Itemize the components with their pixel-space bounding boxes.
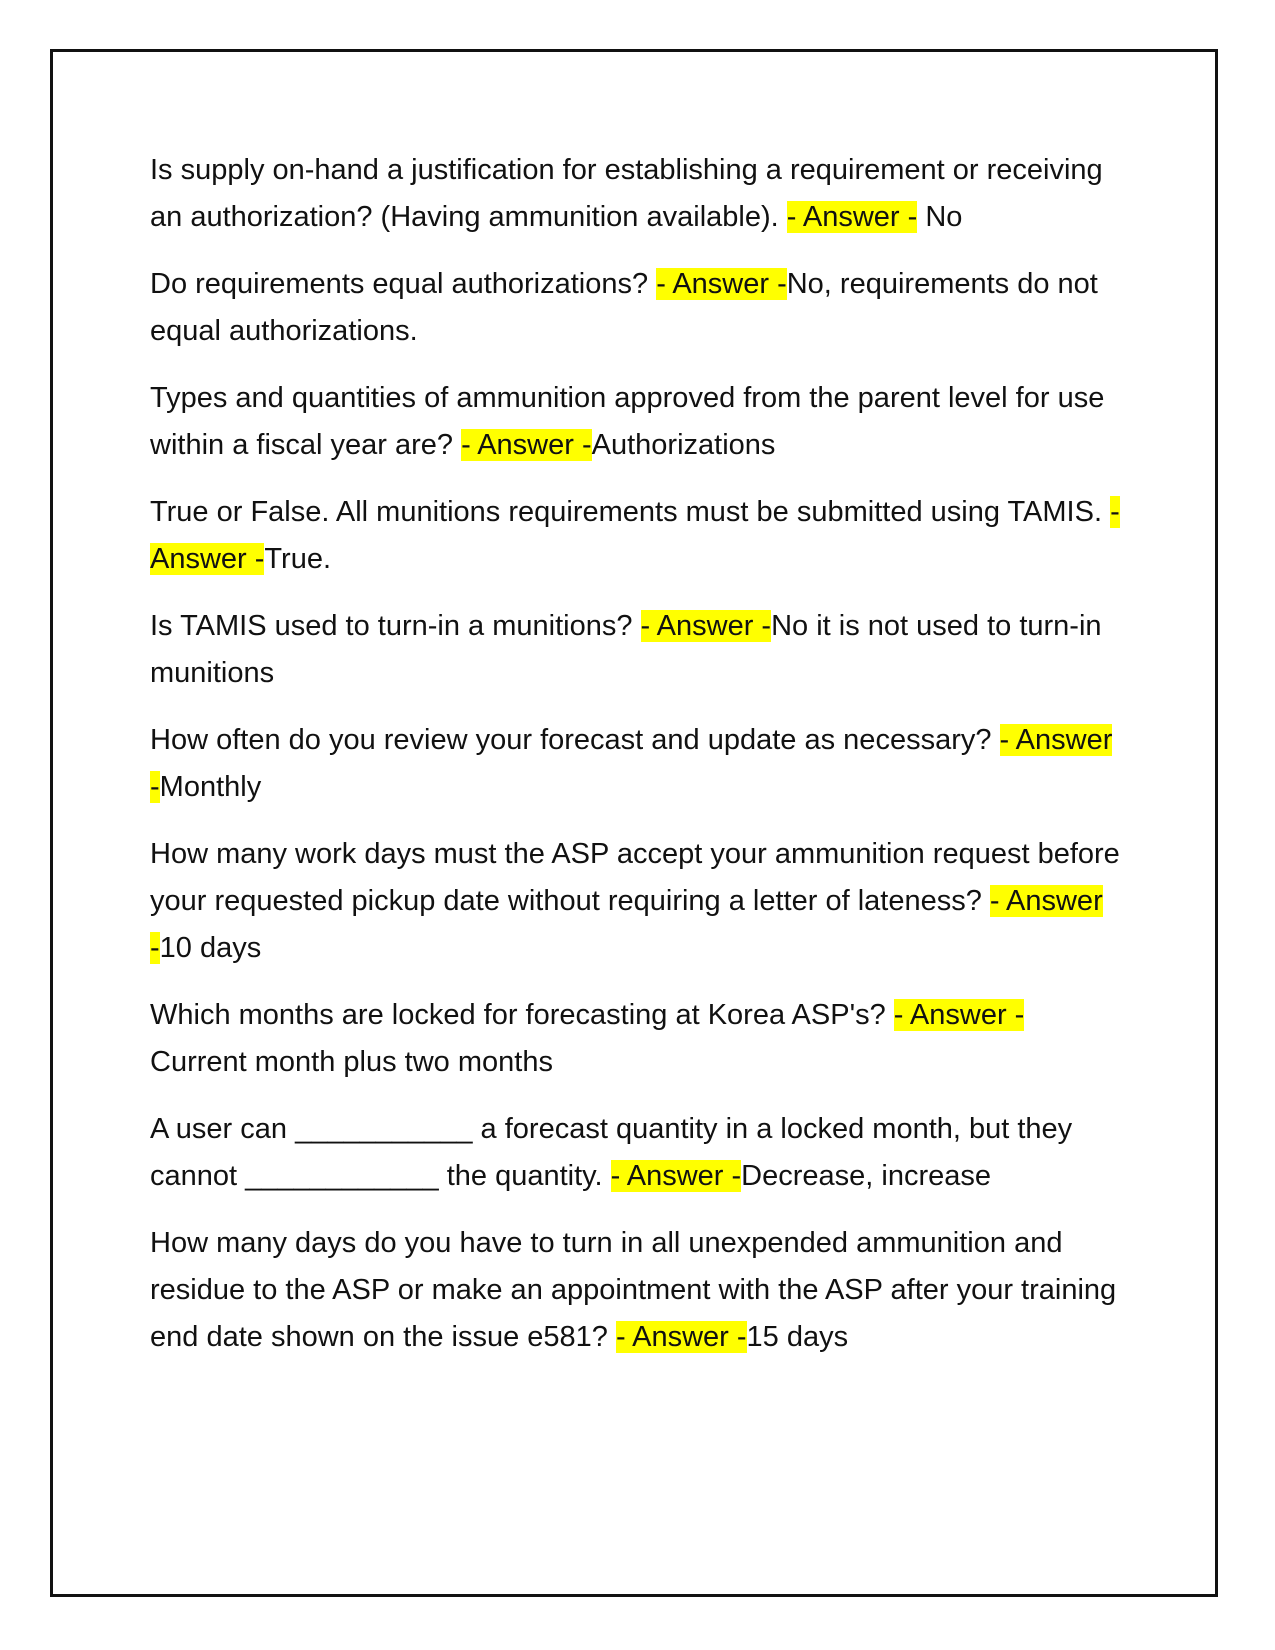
question-text: True or False. All munitions requirements must be submitted using TAMIS.	[150, 496, 1103, 528]
qa-item-7	[150, 831, 1125, 972]
qa-item-1	[150, 147, 1125, 241]
answer-marker: - Answer -	[150, 724, 1113, 803]
qa-item-8	[150, 992, 1125, 1086]
question-text: Do requirements equal authorizations?	[150, 268, 649, 300]
answer-text: Decrease, increase	[741, 1160, 992, 1192]
question-text: How many days do you have to turn in all unexpended ammunition and residue to the ASP or make an appointment with the ASP after your training end date shown on the issue e581?	[150, 1227, 1117, 1353]
answer-text: True.	[264, 543, 332, 575]
document-body	[150, 147, 1125, 1381]
answer-text: 15 days	[746, 1321, 849, 1353]
answer-marker: - Answer -	[893, 999, 1025, 1031]
answer-text: Current month plus two months	[150, 1046, 553, 1078]
answer-text: 10 days	[159, 932, 262, 964]
qa-item-2	[150, 261, 1125, 355]
question-text: Is TAMIS used to turn-in a munitions?	[150, 610, 633, 642]
answer-marker: - Answer -	[656, 268, 787, 300]
qa-item-3	[150, 375, 1125, 469]
answer-marker: - Answer -	[640, 610, 772, 642]
qa-item-5	[150, 603, 1125, 697]
answer-marker: - Answer -	[461, 429, 592, 461]
answer-text: No, requirements do not equal authorizations.	[150, 268, 1098, 347]
answer-marker: - Answer -	[150, 885, 1103, 964]
answer-marker: - Answer -	[150, 496, 1120, 575]
answer-marker: - Answer -	[615, 1321, 747, 1353]
question-text: Which months are locked for forecasting at Korea ASP's?	[150, 999, 886, 1031]
answer-text: No it is not used to turn-in munitions	[150, 610, 1102, 689]
answer-marker: - Answer -	[610, 1160, 742, 1192]
question-text: How often do you review your forecast and update as necessary?	[150, 724, 992, 756]
question-text: How many work days must the ASP accept your ammunition request before your requested pickup date without requiring a letter of lateness?	[150, 838, 1120, 917]
answer-text: Monthly	[159, 771, 262, 803]
question-text: Is supply on-hand a justification for establishing a requirement or receiving an authorization? (Having ammunition available).	[150, 154, 1103, 233]
question-text: A user can ___________ a forecast quantity in a locked month, but they cannot ____________ the quantity.	[150, 1113, 1073, 1192]
qa-item-10	[150, 1220, 1125, 1361]
answer-marker: - Answer -	[786, 201, 918, 233]
qa-item-4	[150, 489, 1125, 583]
answer-text: Authorizations	[591, 429, 776, 461]
answer-text: No	[925, 201, 963, 233]
question-text: Types and quantities of ammunition approved from the parent level for use within a fiscal year are?	[150, 382, 1105, 461]
qa-item-9	[150, 1106, 1125, 1200]
qa-item-6	[150, 717, 1125, 811]
